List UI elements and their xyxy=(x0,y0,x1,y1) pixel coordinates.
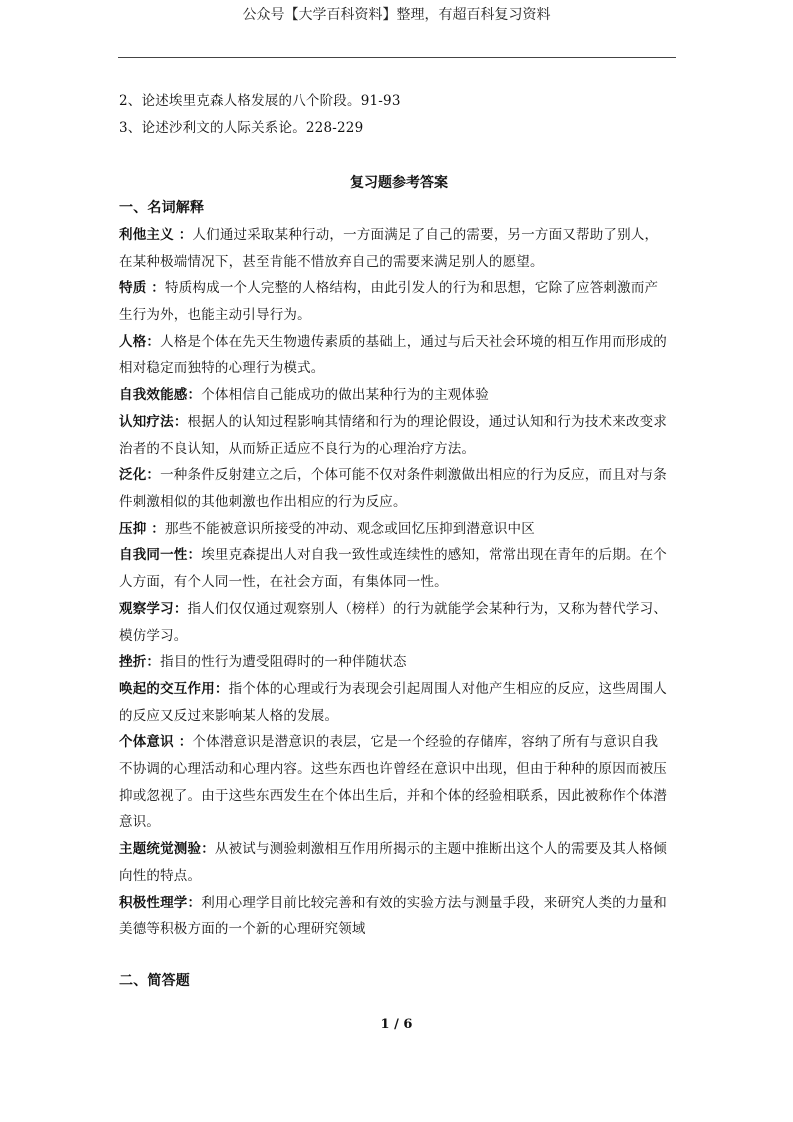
term-entry-first-line xyxy=(119,733,658,751)
term-label: 主题统觉测验 xyxy=(119,841,202,857)
term-entry-continuation-line xyxy=(119,867,201,885)
term-definition-text: 治者的不良认知，从而矫正适应不良行为的心理治疗方法。 xyxy=(119,441,476,457)
term-entry-continuation-line xyxy=(119,707,338,725)
term-separator: ： xyxy=(201,841,215,857)
page-number: 1 / 6 xyxy=(380,1017,413,1032)
section-1-heading: 一、名词解释 xyxy=(119,200,205,216)
term-label: 个体意识 xyxy=(119,734,174,750)
question-3: 3、论述沙利文的人际关系论。228-229 xyxy=(119,120,364,136)
term-entry-first-line xyxy=(119,386,489,404)
term-label: 唤起的交互作用 xyxy=(119,681,215,697)
term-entry-first-line xyxy=(119,520,535,538)
term-label: 泛化 xyxy=(119,467,147,483)
term-entry-first-line xyxy=(119,680,667,698)
term-separator: ： xyxy=(173,414,188,430)
term-separator: ： xyxy=(146,467,161,483)
term-definition-text: 模仿学习。 xyxy=(119,628,188,644)
term-definition-text: 美德等积极方面的一个新的心理研究领域 xyxy=(119,921,366,937)
term-entry-continuation-line xyxy=(119,813,160,831)
term-label: 认知疗法 xyxy=(119,414,174,430)
term-separator: ： xyxy=(173,734,193,750)
term-entry-continuation-line xyxy=(119,920,366,938)
term-entry-continuation-line xyxy=(119,573,448,591)
term-definition-text: 生行为外，也能主动引导行为。 xyxy=(119,307,311,323)
term-entry-first-line xyxy=(119,226,658,244)
term-entry-continuation-line xyxy=(119,627,188,645)
term-entry-first-line xyxy=(119,413,667,431)
term-definition-text: 相对稳定而独特的心理行为模式。 xyxy=(119,360,325,376)
term-entry-first-line xyxy=(119,466,667,484)
term-separator: ： xyxy=(173,227,193,243)
term-entry-continuation-line xyxy=(119,306,311,324)
term-definition-text: 指目的性行为遭受阻碍时的一种伴随状态 xyxy=(160,654,407,670)
term-definition-text: 埃里克森提出人对自我一致性或连续性的感知，常常出现在青年的后期。在个 xyxy=(201,547,668,563)
question-2: 2、论述埃里克森人格发展的八个阶段。91-93 xyxy=(119,93,401,109)
header-divider xyxy=(118,57,676,58)
term-separator: ： xyxy=(146,521,166,537)
term-label: 自我效能感 xyxy=(119,387,188,403)
term-definition-text: 指人们仅仅通过观察别人（榜样）的行为就能学会某种行为，又称为替代学习、 xyxy=(187,601,668,617)
term-definition-text: 特质构成一个人完整的人格结构，由此引发人的行为和思想，它除了应答刺激而产 xyxy=(165,280,659,296)
term-label: 积极性理学 xyxy=(119,895,188,911)
term-separator: ： xyxy=(146,654,161,670)
term-definition-text: 从被试与测验刺激相互作用所揭示的主题中推断出这个人的需要及其人格倾 xyxy=(214,841,668,857)
term-definition-text: 人们通过采取某种行动，一方面满足了自己的需要，另一方面又帮助了别人， xyxy=(192,227,659,243)
term-entry-continuation-line xyxy=(119,493,407,511)
section-2-heading: 二、简答题 xyxy=(119,973,190,989)
term-label: 特质 xyxy=(119,280,147,296)
term-separator: ： xyxy=(187,387,202,403)
term-definition-text: 一种条件反射建立之后，个体可能不仅对条件刺激做出相应的行为反应，而且对与条 xyxy=(160,467,668,483)
term-definition-text: 在某种极端情况下，甚至肯能不惜放弃自己的需要来满足别人的愿望。 xyxy=(119,254,544,270)
term-definition-text: 利用心理学目前比较完善和有效的实验方法与测量手段，来研究人类的力量和 xyxy=(201,895,668,911)
term-separator: ： xyxy=(187,895,202,911)
term-label: 自我同一性 xyxy=(119,547,188,563)
term-label: 压抑 xyxy=(119,521,147,537)
term-definition-text: 人方面，有个人同一性，在社会方面，有集体同一性。 xyxy=(119,574,448,590)
term-entry-first-line xyxy=(119,600,667,618)
term-entry-first-line xyxy=(119,333,667,351)
page-header: 公众号【大学百科资料】整理，有超百科复习资料 xyxy=(242,7,551,23)
term-separator: ： xyxy=(173,601,188,617)
term-definition-text: 那些不能被意识所接受的冲动、观念或回忆压抑到潜意识中区 xyxy=(165,521,535,537)
term-entry-first-line xyxy=(119,279,658,297)
term-label: 挫折 xyxy=(119,654,147,670)
term-entry-continuation-line xyxy=(119,760,667,778)
term-entry-first-line xyxy=(119,840,667,858)
term-entry-continuation-line xyxy=(119,253,544,271)
term-separator: ： xyxy=(187,547,202,563)
term-separator: ： xyxy=(146,280,166,296)
term-entry-continuation-line xyxy=(119,787,667,805)
term-entry-first-line xyxy=(119,546,667,564)
term-separator: ： xyxy=(214,681,229,697)
term-definition-text: 人格是个体在先天生物遗传素质的基础上，通过与后天社会环境的相互作用而形成的 xyxy=(160,334,668,350)
term-entry-continuation-line xyxy=(119,359,325,377)
term-definition-text: 个体相信自己能成功的做出某种行为的主观体验 xyxy=(201,387,489,403)
term-definition-text: 不协调的心理活动和心理内容。这些东西也许曾经在意识中出现，但由于种种的原因而被压 xyxy=(119,761,667,777)
term-separator: ： xyxy=(146,334,161,350)
term-entry-first-line xyxy=(119,894,667,912)
term-label: 利他主义 xyxy=(119,227,174,243)
term-entry-first-line xyxy=(119,653,407,671)
answer-title: 复习题参考答案 xyxy=(350,175,448,191)
term-definition-text: 个体潜意识是潜意识的表层，它是一个经验的存储库，容纳了所有与意识自我 xyxy=(192,734,659,750)
term-definition-text: 指个体的心理或行为表现会引起周围人对他产生相应的反应，这些周围人 xyxy=(228,681,668,697)
term-label: 观察学习 xyxy=(119,601,174,617)
term-definition-text: 件刺激相似的其他刺激也作出相应的行为反应。 xyxy=(119,494,407,510)
term-label: 人格 xyxy=(119,334,147,350)
term-definition-text: 意识。 xyxy=(119,814,161,830)
term-definition-text: 根据人的认知过程影响其情绪和行为的理论假设，通过认知和行为技术来改变求 xyxy=(187,414,668,430)
term-entry-continuation-line xyxy=(119,440,475,458)
term-definition-text: 抑或忽视了。由于这些东西发生在个体出生后，并和个体的经验相联系，因此被称作个体潜 xyxy=(119,788,667,804)
term-definition-text: 向性的特点。 xyxy=(119,868,202,884)
term-definition-text: 的反应又反过来影响某人格的发展。 xyxy=(119,708,339,724)
